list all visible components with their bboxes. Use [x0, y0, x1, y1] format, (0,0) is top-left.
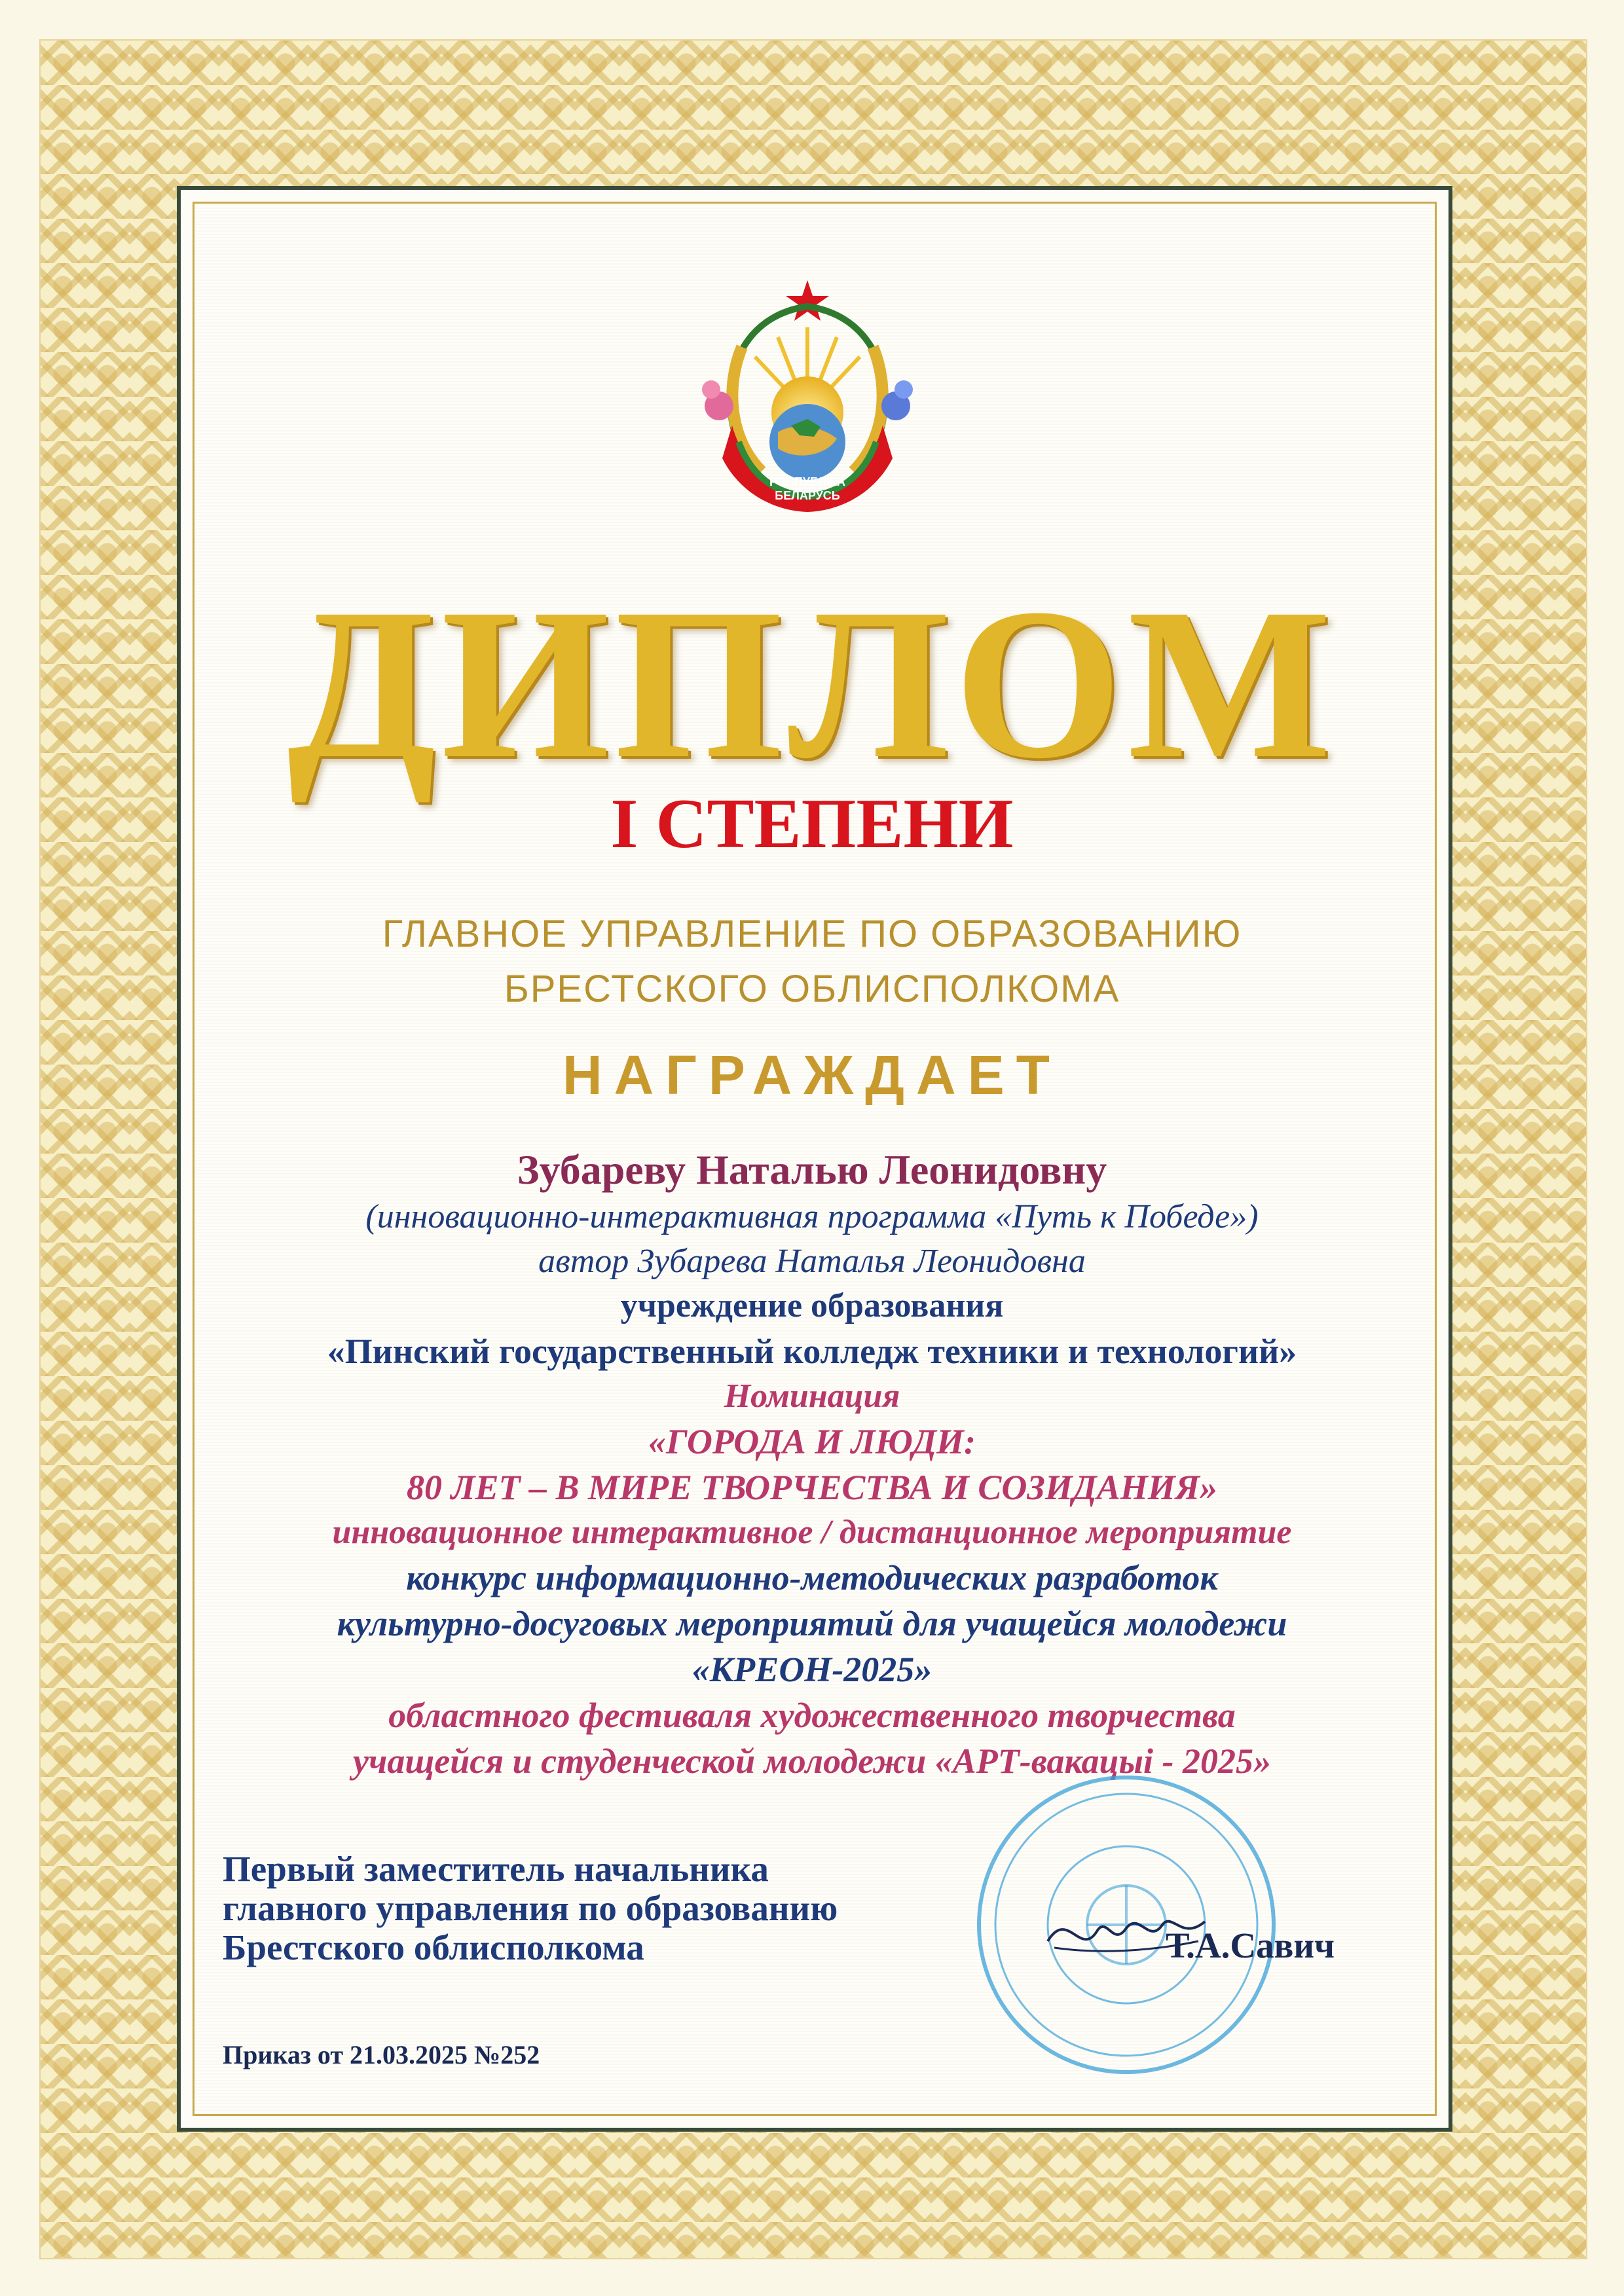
signature-title [223, 1850, 838, 1967]
contest-line-2: культурно-досуговых мероприятий для учащейся молодежи [337, 1604, 1287, 1643]
recipient-name: Зубареву Наталью Леонидовну [517, 1146, 1107, 1193]
award-details [196, 1146, 1428, 1789]
emblem-ribbon-text-1: РЭСПУБЛІКА [769, 475, 846, 488]
festival-line-1: областного фестиваля художественного творчества [388, 1696, 1236, 1735]
contest-name: «КРЕОН-2025» [692, 1650, 932, 1689]
nomination-line-1: «ГОРОДА И ЛЮДИ: [648, 1422, 976, 1461]
institution-type: учреждение образования [620, 1287, 1004, 1324]
festival-line-2: учащейся и студенческой молодежи «АРТ-вакацыі - 2025» [353, 1741, 1271, 1781]
red-star-icon [786, 280, 829, 321]
organization [0, 907, 1624, 1017]
signature-title-line-3: Брестского облисполкома [223, 1927, 644, 1967]
diploma-title: ДИПЛОМ [287, 564, 1337, 803]
awards-heading: НАГРАЖДАЕТ [562, 1044, 1061, 1106]
author-line: автор Зубарева Наталья Леонидовна [538, 1243, 1086, 1280]
nomination-line-2: 80 ЛЕТ – В МИРЕ ТВОРЧЕСТВА И СОЗИДАНИЯ» [406, 1468, 1218, 1507]
signer-name: Т.А.Савич [1166, 1925, 1335, 1965]
contest-line-1: конкурс информационно-методических разработок [406, 1558, 1218, 1597]
institution-name: «Пинский государственный колледж техники и технологий» [327, 1332, 1297, 1371]
signature-title-line-1: Первый заместитель начальника [223, 1849, 769, 1889]
nomination-label: Номинация [724, 1377, 900, 1415]
diploma-degree: I СТЕПЕНИ [610, 785, 1014, 863]
emblem-ribbon-text-2: БЕЛАРУСЬ [775, 489, 840, 502]
organization-line-2: БРЕСТСКОГО ОБЛИСПОЛКОМА [504, 968, 1120, 1011]
state-emblem-icon [680, 275, 935, 524]
organization-line-1: ГЛАВНОЕ УПРАВЛЕНИЕ ПО ОБРАЗОВАНИЮ [382, 913, 1242, 955]
program-name: (инновационно-интерактивная программа «Путь к Победе») [365, 1198, 1259, 1235]
event-type: инновационное интерактивное / дистанционное мероприятие [332, 1514, 1292, 1551]
signature-title-line-2: главного управления по образованию [223, 1888, 838, 1928]
order-reference: Приказ от 21.03.2025 №252 [223, 2040, 540, 2069]
